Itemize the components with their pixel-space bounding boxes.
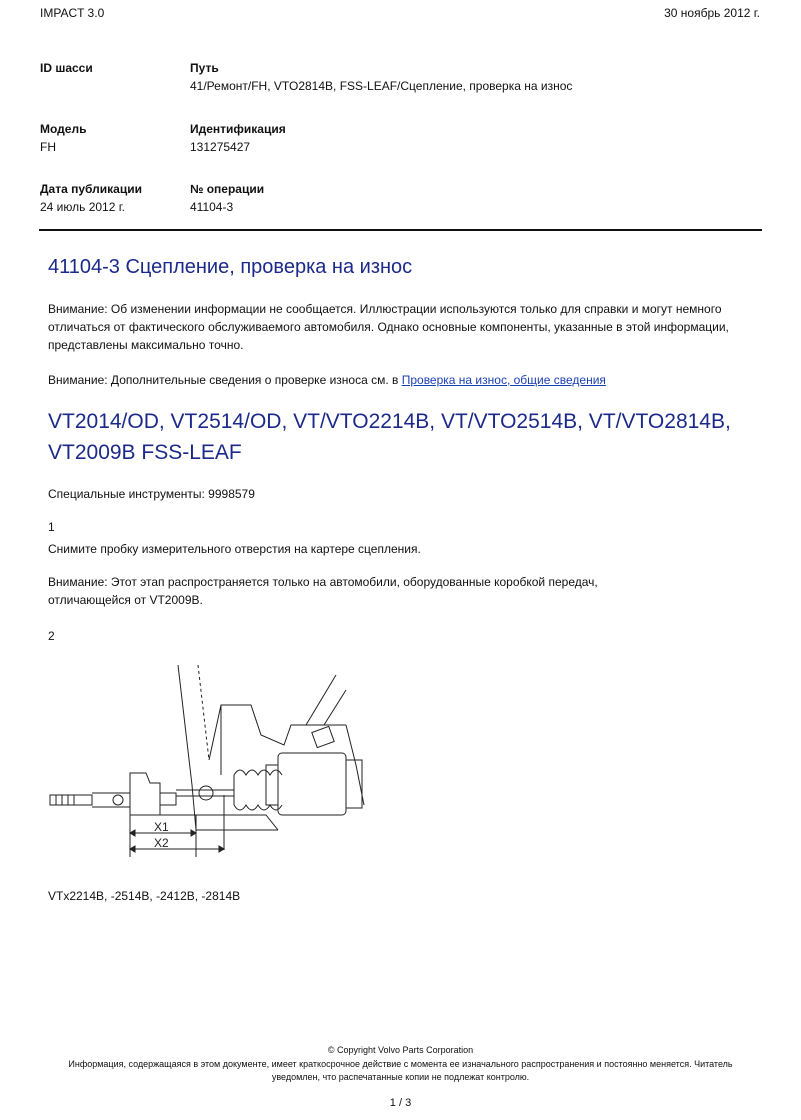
step1-text: Снимите пробку измерительного отверстия на картере сцепления. — [48, 542, 421, 556]
step1-note-line1: Внимание: Этот этап распространяется только на автомобили, оборудованные коробкой передач, — [48, 575, 598, 589]
identification-label: Идентификация — [190, 122, 286, 136]
section-title-line1: VT2014/OD, VT2514/OD, VT/VTO2214B, VT/VTO2514B, VT/VTO2814B, — [48, 410, 731, 433]
clutch-wear-measurement-figure — [46, 665, 386, 865]
note-additional-info-text: Внимание: Дополнительные сведения о проверке износа см. в — [48, 373, 402, 387]
header-divider — [39, 229, 762, 231]
special-tools: Специальные инструменты: 9998579 — [48, 487, 255, 501]
model-value: FH — [40, 140, 56, 154]
footer-disclaimer-line2: уведомлен, что распечатанные копии не подлежат контролю. — [271, 1072, 530, 1082]
publication-date-value: 24 июль 2012 г. — [40, 200, 125, 214]
chassis-id-label: ID шасси — [40, 61, 93, 75]
dimension-label-x1: X1 — [154, 820, 169, 834]
section-title-line2: VT2009B FSS-LEAF — [48, 441, 242, 464]
publication-date-label: Дата публикации — [40, 182, 142, 196]
path-value: 41/Ремонт/FH, VTO2814B, FSS-LEAF/Сцепление, проверка на износ — [190, 79, 573, 93]
model-label: Модель — [40, 122, 87, 136]
path-label: Путь — [190, 61, 219, 75]
note-no-change-notice: Внимание: Об изменении информации не сообщается. Иллюстрации используются только для справки и могут немного отличаться от фактического обслуживаемого автомобиля. Однако основные компоненты, указанные в этой информации, представлены максимально точно. — [48, 302, 729, 352]
footer-disclaimer-line1: Информация, содержащаяся в этом документе, имеет краткосрочное действие с момента ее изначального распространения и постоянно меняется. Читатель — [68, 1059, 733, 1069]
footer-copyright: © Copyright Volvo Parts Corporation — [327, 1045, 474, 1055]
app-name: IMPACT 3.0 — [40, 6, 105, 20]
note-additional-info — [48, 371, 758, 389]
identification-value: 131275427 — [190, 140, 251, 154]
page-number: 1 / 3 — [389, 1097, 412, 1109]
step2-number: 2 — [48, 629, 55, 643]
wear-check-general-link[interactable]: Проверка на износ, общие сведения — [401, 373, 606, 387]
step1-note-line2: отличающейся от VT2009B. — [48, 593, 203, 607]
figure-caption: VTx2214B, -2514B, -2412B, -2814B — [48, 889, 241, 903]
document-title: 41104-3 Сцепление, проверка на износ — [48, 256, 413, 278]
step1-number: 1 — [48, 520, 55, 534]
operation-no-value: 41104-3 — [190, 200, 234, 214]
operation-no-label: № операции — [190, 182, 265, 196]
print-date: 30 ноябрь 2012 г. — [664, 6, 760, 20]
dimension-label-x2: X2 — [154, 836, 169, 850]
